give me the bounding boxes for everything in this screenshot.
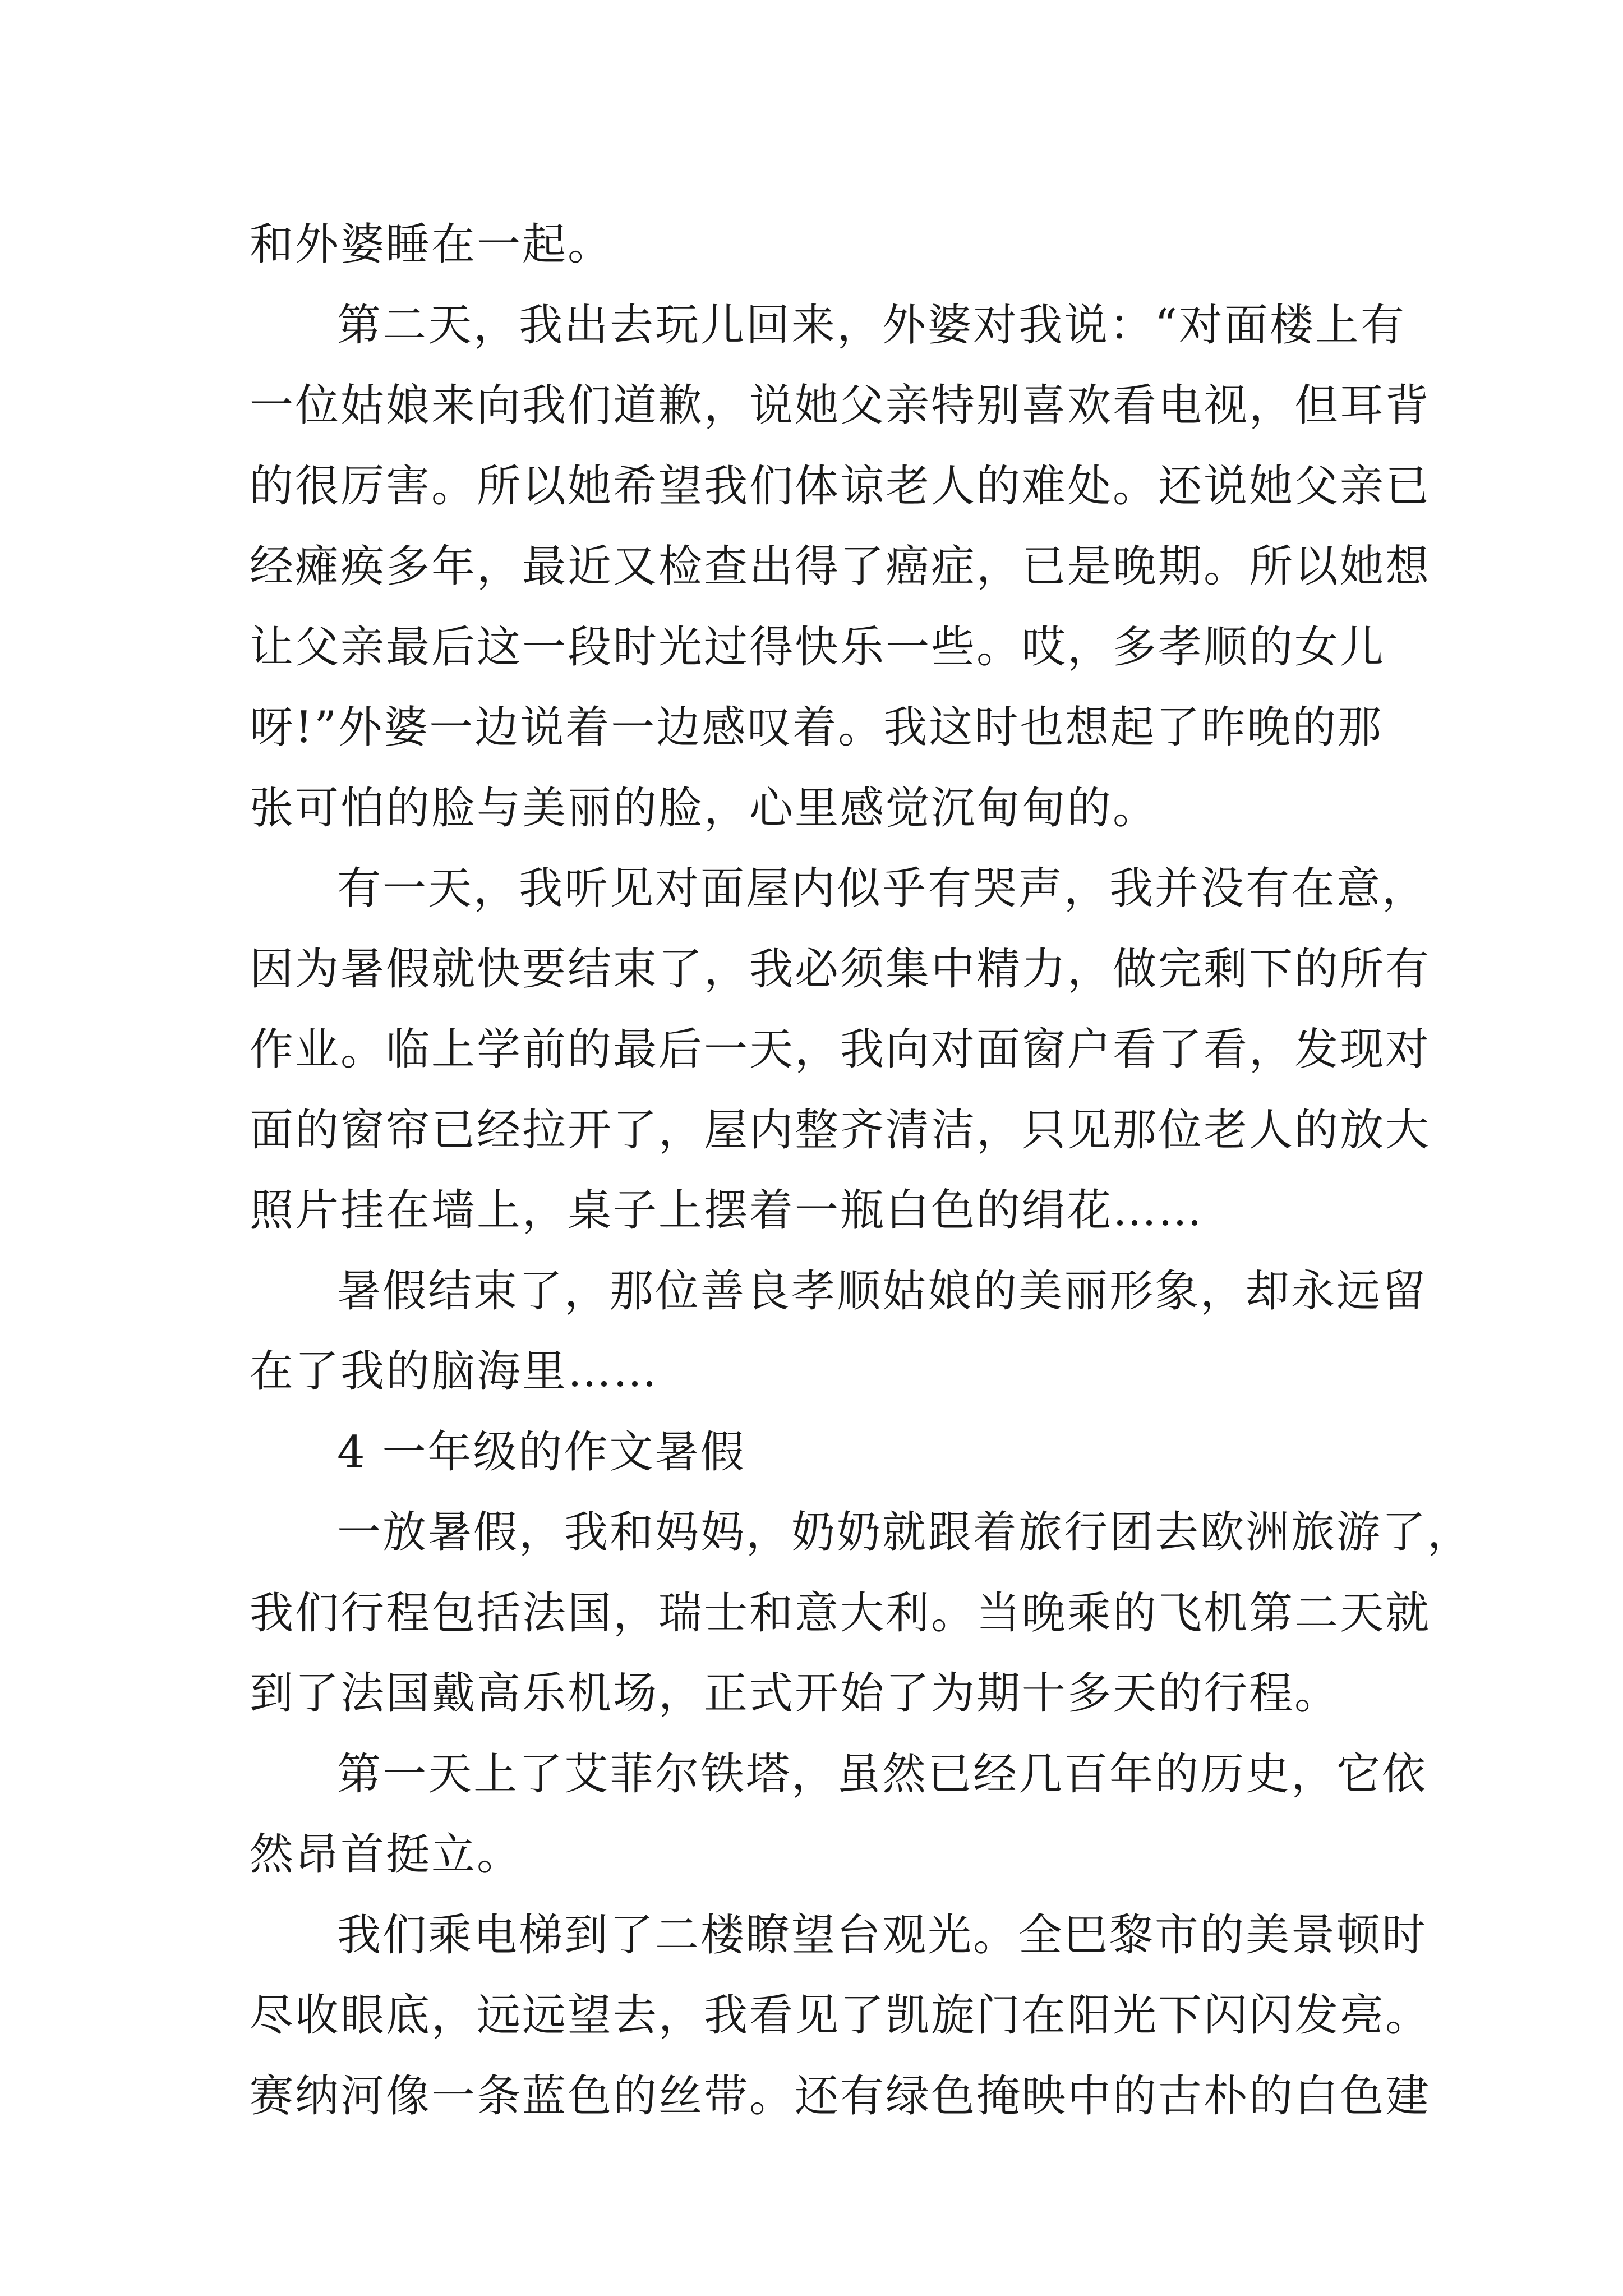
text-line: 作业。临上学前的最后一天，我向对面窗户看了看，发现对 (250, 1024, 1431, 1075)
text-line: 一放暑假，我和妈妈，奶奶就跟着旅行团去欧洲旅游了， (337, 1507, 1473, 1558)
text-line: 然昂首挺立。 (250, 1829, 523, 1880)
text-line: 的很厉害。所以她希望我们体谅老人的难处。还说她父亲已 (250, 461, 1431, 512)
text-line: 张可怕的脸与美丽的脸，心里感觉沉甸甸的。 (250, 783, 1159, 834)
text-line: 我们乘电梯到了二楼瞭望台观光。全巴黎市的美景顿时 (337, 1910, 1428, 1961)
text-line: 和外婆睡在一起。 (250, 219, 614, 270)
text-line: 到了法国戴高乐机场，正式开始了为期十多天的行程。 (250, 1668, 1340, 1719)
text-line: 第二天，我出去玩儿回来，外婆对我说：“对面楼上有 (337, 300, 1406, 351)
text-line: 一位姑娘来向我们道歉，说她父亲特别喜欢看电视，但耳背 (250, 380, 1431, 431)
text-line: 经瘫痪多年，最近又检查出得了癌症，已是晚期。所以她想 (250, 541, 1431, 592)
text-line: 暑假结束了，那位善良孝顺姑娘的美丽形象，却永远留 (337, 1266, 1428, 1317)
text-line: 呀!”外婆一边说着一边感叹着。我这时也想起了昨晚的那 (250, 702, 1384, 753)
text-line: 面的窗帘已经拉开了，屋内整齐清洁，只见那位老人的放大 (250, 1105, 1431, 1156)
section-heading: 4 一年级的作文暑假 (337, 1427, 746, 1478)
text-line: 有一天，我听见对面屋内似乎有哭声，我并没有在意， (337, 863, 1428, 914)
text-line: 照片挂在墙上，桌子上摆着一瓶白色的绢花…… (250, 1185, 1204, 1236)
text-line: 在了我的脑海里…… (250, 1346, 659, 1397)
text-line: 因为暑假就快要结束了，我必须集中精力，做完剩下的所有 (250, 944, 1431, 995)
text-line: 第一天上了艾菲尔铁塔，虽然已经几百年的历史，它依 (337, 1749, 1428, 1800)
text-line: 赛纳河像一条蓝色的丝带。还有绿色掩映中的古朴的白色建 (250, 2070, 1431, 2122)
text-line: 让父亲最后这一段时光过得快乐一些。哎，多孝顺的女儿 (250, 622, 1386, 673)
text-line: 尽收眼底，远远望去，我看见了凯旋门在阳光下闪闪发亮。 (250, 1990, 1431, 2041)
text-line: 我们行程包括法国，瑞士和意大利。当晚乘的飞机第二天就 (250, 1588, 1431, 1639)
document-body (250, 205, 1473, 2137)
